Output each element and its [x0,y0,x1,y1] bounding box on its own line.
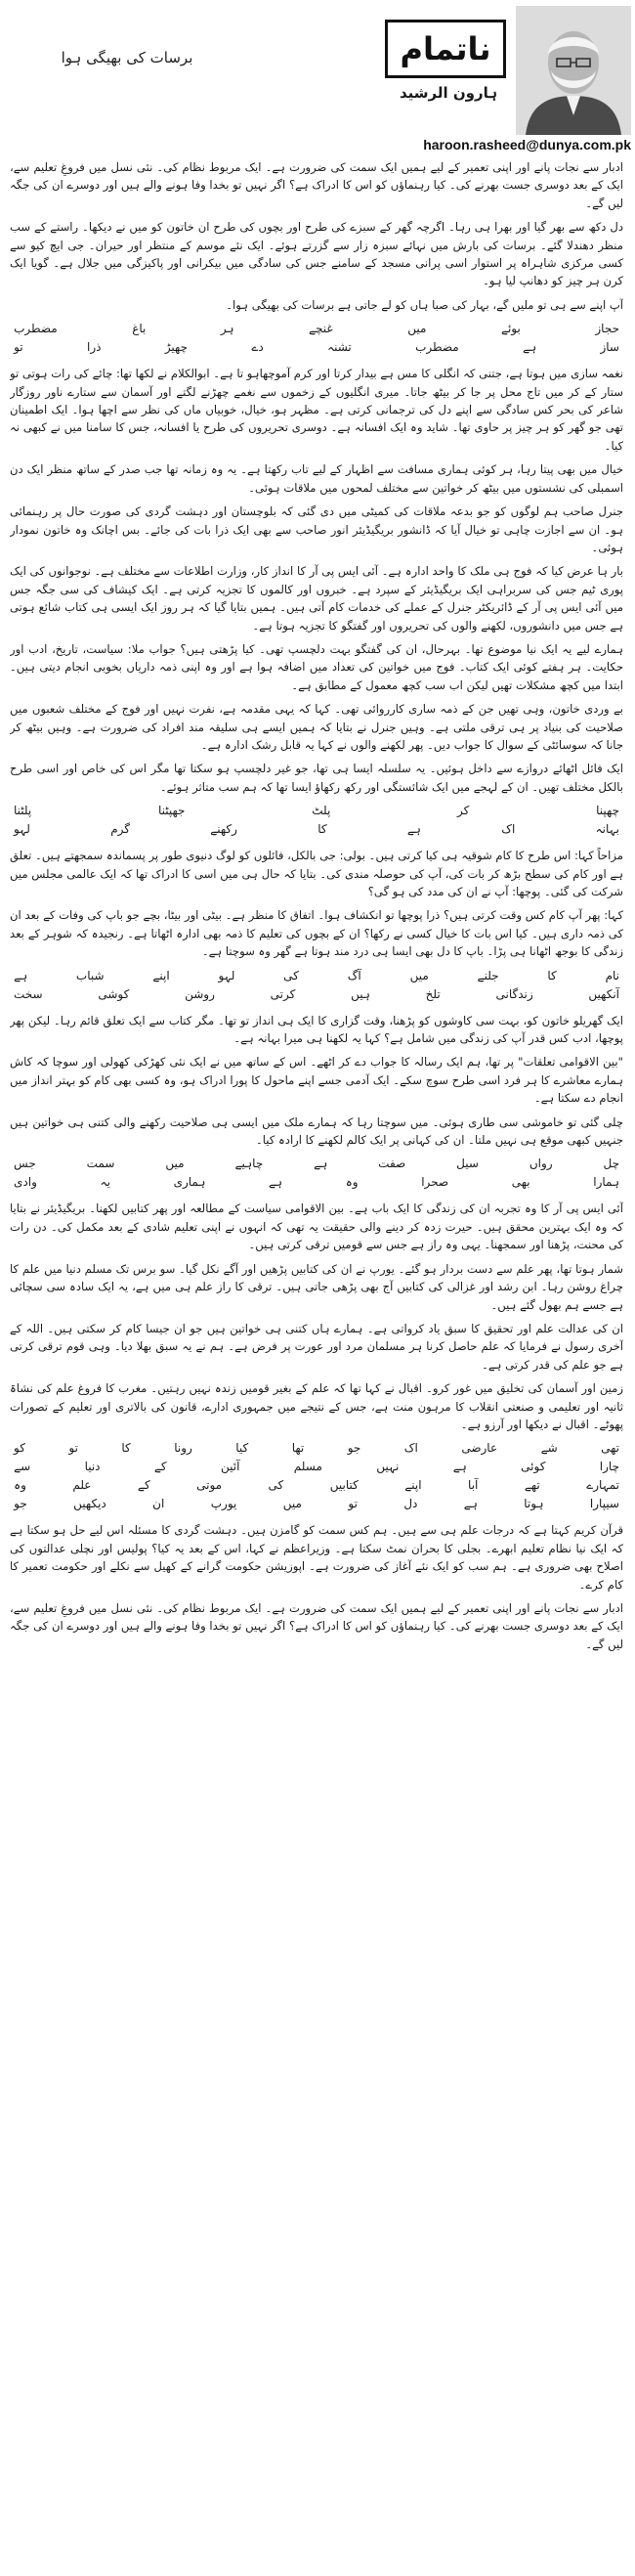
verse-word: میں [407,322,427,336]
verse-word: چھپنا [596,804,619,818]
author-name: ہارون الرشید [399,84,498,102]
verse-word: ہے [406,822,421,837]
verse-block [10,1155,623,1192]
paragraph: ان کی عدالت علم اور تحقیق کا سبق یاد کرواتی ہے۔ ہمارے ہاں کتنی ہی خواتین ہیں جو ان جیسا کام کر سکتی ہیں۔ اللہ کے آخری رسول نے فرمایا کہ علم حاصل کرنا ہر مسلمان مرد اور عورت پر فرض ہے۔ ہم نے یہ سبق بھلا دیا۔ وہی قوم ترقی کرتی ہے جو علم کی قدر کرتی ہے۔ [10,1321,623,1372]
paragraph: آپ اپنے سے ہی تو ملیں گے، بہار کی صبا ہاں کو لے جاتی ہے برسات کی بھیگی ہوا۔ [226,297,623,312]
verse-word: صفت [378,1157,406,1171]
verse-block [10,967,623,1004]
verse-word: کیا [235,1441,249,1456]
verse-line [10,985,623,1004]
verse-word: نام [605,968,619,982]
verse-word: کی [283,968,299,982]
verse-line [10,1495,623,1513]
verse-word: میں [165,1157,185,1171]
verse-line [10,820,623,839]
verse-word: میں [409,968,429,982]
verse-word: تھے [524,1478,540,1493]
paragraph: آئی ایس پی آر کا وہ تجربہ ان کی زندگی کا ایک باب ہے۔ بین الاقوامی سیاست کے مطالعہ اور پھر کتابیں لکھنا۔ بریگیڈیئر نے بتایا کہ وہ ایک بہترین محقق ہیں۔ حیرت زدہ کر دینے والی حقیقت یہ تھی کہ انہوں نے اپنی تعلیم شادی کے بعد مکمل کی۔ دن رات کی محنت، پڑھنا اور سمجھنا۔ یہی وہ راز ہے جس سے قومیں ترقی کرتی ہیں۔ [10,1201,623,1252]
verse-word: ساز [600,340,619,355]
paragraph: جنرل صاحب ہم لوگوں کو جو بدعہ ملاقات کی کمیٹی میں دی گئی کہ بلوچستان اور دہشت گردی کی صورت حال پر رہنمائی ہو۔ ان سے اجازت چاہی تو خیال آیا کہ ڈانشور بریگیڈیئر انور صاحب سے بھی ایک ذرا بات کی جائے۔ بس اچانک وہ خاتون نمودار ہوئی۔ [10,504,623,554]
paragraph: کہا: پھر آپ کام کس وقت کرتی ہیں؟ ذرا پوچھا تو انکشاف ہوا۔ اتفاق کا منظر ہے۔ بیٹی اور بیٹا، بچے جو باپ کی وفات کے بعد ان کی ذمہ داری ہیں۔ کیا اس بات کا خیال کسی نے رکھا؟ ان کے بچوں کی تعلیم کا ذمہ بھی ادارہ اٹھاتا ہے۔ رنجیدہ کہ شوہر کے بعد زندگی کا بوجھ اٹھانا ہی پڑا۔ باپ کا دل بھی ایسا ہی درد مند ہوتا ہے گھر وہ سوچتا ہے۔ [10,908,623,959]
paragraph: ایک فائل اٹھائے دروازے سے داخل ہوئیں۔ یہ سلسلہ ایسا ہی تھا، جو غیر دلچسپ ہو سکتا تھا مگر اس کی خاص اور اسی طرح بالکل مختلف تھیں۔ ان کے لہجے میں ایک شائستگی اور رکھ رکھاؤ ایسا تھا کہ ہم سب متاثر ہوئے۔ [10,762,623,794]
verse-word: اپنے [404,1478,422,1493]
verse-word: کتابیں [329,1478,359,1493]
paragraph: ایک گھریلو خاتون کو، بہت سی کاوشوں کو پڑھنا، وقت گزاری کا ایک ہی انداز تو تھا۔ مگر کتاب سے ایک تعلق قائم رہا۔ لیکن پھر پوچھا، ادب کس قدر آپ کی زندگی میں شامل ہے؟ کہا یہ لکھنا ہی میرا بہانہ ہے۔ [10,1013,623,1046]
verse-word: علم [72,1478,92,1493]
verse-word: مسلم [293,1460,322,1474]
verse-line [10,1458,623,1476]
verse-word: تشنہ [327,340,352,355]
paragraph: ادبار سے نجات پانے اور اپنی تعمیر کے لیے ہمیں ایک سمت کی ضرورت ہے۔ ایک مربوط نظام کی۔ نئی نسل میں فروغِ تعلیم سے، ایک کے بعد دوسری جست بھرنے کی۔ کیا رہنماؤں کو اس کا ادراک ہے؟ اگر نہیں تو بخدا وفا ہونے والے ہیں اور دوسرے ان کی جگہ لیں گے۔ [10,160,623,210]
verse-word: کی [268,1478,284,1493]
verse-word: آئین [221,1460,240,1474]
verse-line [10,338,623,357]
verse-word: کرتی [270,986,296,1001]
verse-word: کا [318,822,327,837]
verse-word: تو [14,340,23,355]
verse-word: ہیں [351,986,370,1001]
paragraph: دل دکھ سے بھر گیا اور بھرا ہی رہا۔ اگرچہ گھر کے سبزے کی طرح اور بچوں کی طرح ان خاتون کو میں نے دیکھا۔ راستے کے سب منظر دھندلا گئے۔ برسات کی بارش میں نہائے سبزہ زار سے گزرتے ہوئے۔ ایک نئے موسم کے منتظر اور حیران۔ جی ایچ کیو سے کسی مرکزی شاہراہ پر استوار اسی پرانی مسجد کے سامنے جس کی سادگی میں بیکرانی اور پاکیزگی میں جلال ہے۔ گویا ایک کرن ہر چیز کو دھانپ لیا ہو۔ [10,220,623,288]
verse-word: شباب [75,968,105,982]
verse-word: یورپ [210,1497,237,1511]
verse-word: زندگانی [495,986,533,1001]
verse-word: یہ [100,1175,110,1190]
verse-word: تمہارے [586,1478,619,1493]
paragraph: بے وردی خاتون، وہی تھیں جن کے ذمہ ساری کارروائی تھی۔ کہا کہ یہی مقدمہ ہے، نفرت نہیں اور فوج کے مختلف شعبوں میں صلاحیت کی بنیاد پر ہی ترقی ملتی ہے۔ وہیں جنرل نے بتایا کہ ہمیں ایسے ہی سلیقہ مند افراد کی ضرورت ہے۔ وہیں بیٹھ کر جانا کہ سوسائٹی کے سوال کا جواب دیں۔ پھر لکھنے والوں نے کہا یہ قابل رشک ادارہ ہے۔ [10,702,623,752]
verse-word: چل [603,1157,619,1171]
verse-word: ہماری [173,1175,206,1190]
verse-line [10,320,623,338]
verse-word: کے [153,1460,167,1474]
verse-line [10,967,623,985]
verse-word: جس [14,1157,36,1171]
verse-word: ہے [14,968,28,982]
verse-word: تو [68,1441,78,1456]
verse-word: چارا [599,1460,619,1474]
verse-word: گرم [110,822,130,837]
verse-word: رکھنے [210,822,237,837]
verse-word: ہے [452,1460,467,1474]
verse-word: پلٹنا [14,804,32,818]
verse-word: سمت [86,1157,115,1171]
paragraph: ہمارے لیے یہ ایک نیا موضوع تھا۔ بہرحال، ان کی گفتگو بہت دلچسپ تھی۔ کیا پڑھتی ہیں؟ جواب ملا: سیاست، تاریخ، ادب اور حکایت۔ ہر ہفتے کوئی ایک کتاب۔ فوج میں خواتین کی تعداد میں اضافہ ہوا ہے اور وہ اپنی ذمہ داریاں بخوبی انجام دیتی ہیں۔ ابتدا میں کچھ مشکلات تھیں لیکن اب سب کچھ معمول کے مطابق ہے۔ [10,641,623,692]
verse-word: بھی [511,1175,530,1190]
verse-line [10,1173,623,1192]
verse-word: جو [14,1497,27,1511]
verse-word: ہر [220,322,234,336]
verse-word: چاہیے [234,1157,264,1171]
verse-word: وادی [14,1175,37,1190]
verse-word: صحرا [421,1175,449,1190]
verse-word: کر [457,804,470,818]
verse-word: تلخ [425,986,441,1001]
verse-block [10,802,623,839]
verse-word: سیل [456,1157,479,1171]
verse-line [10,1155,623,1173]
verse-word: ذرا [86,340,102,355]
verse-word: مضطرب [415,340,459,355]
verse-word: ہے [269,1175,283,1190]
verse-word: کوشی [98,986,130,1001]
author-portrait-image [516,6,631,135]
verse-word: میں [282,1497,302,1511]
article-headline: برسات کی بھیگی ہوا [61,49,193,66]
verse-word: پلٹ [312,804,331,818]
verse-word: کو [14,1441,25,1456]
verse-word: ہوتا [524,1497,544,1511]
verse-word: کوئی [521,1460,546,1474]
verse-word: بہانہ [595,822,619,837]
verse-word: غنچے [309,322,333,336]
verse-word: تھا [291,1441,305,1456]
verse-word: جلنے [477,968,499,982]
verse-line [10,1439,623,1458]
verse-word: جھپٹنا [157,804,186,818]
verse-word: عارضی [461,1441,498,1456]
verse-word: تھی [601,1441,619,1456]
column-masthead [256,6,631,154]
verse-word: دنیا [84,1460,101,1474]
verse-word: بوئے [500,322,521,336]
verse-line [10,802,623,820]
author-email: haroon.rasheed@dunya.com.pk [423,137,631,153]
author-portrait [516,6,631,135]
verse-word: لہو [14,822,30,837]
verse-word: سے [14,1460,31,1474]
column-title-logo: ناتمام [385,20,506,78]
paragraph: ادبار سے نجات پانے اور اپنی تعمیر کے لیے ہمیں ایک سمت کی ضرورت ہے۔ ایک مربوط نظام کی۔ نئی نسل میں فروغِ تعلیم سے، ایک کے بعد دوسری جست بھرنے کی۔ کیا رہنماؤں کو اس کا ادراک ہے؟ اگر نہیں تو بخدا وفا ہونے والے ہیں اور دوسرے ان کی جگہ لیں گے۔ [10,1600,623,1651]
verse-word: ہے [463,1497,478,1511]
verse-word: جو [347,1441,361,1456]
verse-word: آنکھیں [588,986,619,1001]
verse-word: کا [547,968,557,982]
verse-word: سیپارا [589,1497,619,1511]
verse-word: ہے [314,1157,328,1171]
verse-word: شے [540,1441,558,1456]
verse-word: ہمارا [593,1175,619,1190]
paragraph: "بین الاقوامی تعلقات" پر تھا، ہم ایک رسالہ کا جواب دے کر اٹھے۔ اس کے ساتھ میں نے ایک نئی کھڑکی کھولی اور سوچا کہ کاش ہمارے معاشرے کا ہر فرد اسی طرح سوچ سکے۔ ایک آدمی جسے اپنے ماحول کا پورا ادراک ہو، وہ کسی بھی کام کو بہتر انداز میں انجام دے سکتا ہے۔ [10,1055,623,1106]
paragraph: بار ہا عرض کیا کہ فوج ہی ملک کا واحد ادارہ ہے۔ آئی ایس پی آر کا انداز کار، وزارت اطلاعات سے مختلف ہے۔ نوجوانوں کی ایک پوری ٹیم جس کی سربراہی ایک بریگیڈیئر کے سپرد ہے۔ خبروں اور کالموں کا تجزیہ کرتی ہے۔ ایک کیشاف کی سی جگہ جس میں آئی ایس پی آر کے ڈائریکٹر جنرل کے عملے کی خدمات کام آتی ہیں۔ ہمیں بتایا گیا کہ ہر روز ایک ایسی ہی کتاب شائع ہوتی ہے جس میں دانشوروں، لکھنے والوں کی تحریروں اور گفتگو کا تجزیہ ہوتا ہے۔ [10,564,623,633]
paragraph: زمین اور آسمان کی تخلیق میں غور کرو۔ اقبال نے کہا تھا کہ علم کے بغیر قومیں زندہ نہیں رہتیں۔ مغرب کا فروغ علم کی نشاۃ ثانیہ اور تعلیمی و صنعتی انقلاب کا مرہون منت ہے، جس کے نتیجے میں جمہوری ادارے، قانون کی بالاتری اور تعلیم کے تصورات پھوٹے۔ اقبال نے دیکھا اور آرزو ہے۔ [10,1381,623,1431]
paragraph: قرآن کریم کہتا ہے کہ درجات علم ہی سے ہیں۔ ہم کس سمت کو گامزن ہیں۔ دہشت گردی کا مسئلہ اس لیے حل ہو سکتا ہے کہ ایک نیا نظام تعلیم ابھرے۔ بجلی کا بحران نمٹ سکتا ہے۔ وزیراعظم نے کہا، اس کے بعد یہ کیا؟ پولیس اور نچلی عدالتوں کی اصلاح بھی ضروری ہے۔ ہم سب کو ایک نئے آغاز کی ضرورت ہے۔ اپوزیشن حکومت گرانے کے کھیل سے نکلے اور حکومت تعمیر کا کام کرے۔ [10,1523,623,1592]
verse-word: نہیں [376,1460,400,1474]
verse-word: رونا [174,1441,192,1456]
paragraph: نغمہ سازی میں ہوتا ہے، جتنی کہ انگلی کا مس ہے بیدار کرتا اور کرم آموچھاہو تا ہے۔ ابوالکلام نے لکھا تھا: چائے کی رات ہوتی تو ستار کے کر میں تاج محل پر جا کر بیٹھ جاتا۔ میری انگلیوں کے زخموں سے نغمے چھڑنے لگتے اور آسمان سے ستارے ناور روزگار شاعر کی بحر کس سادگی سے اپنے دل کی ترجمانی کرتی ہے۔ مظہر ہو، خیال، خوبیاں ماں کی نظر سے اچھا ہوا۔ ایک اطمینان تھی جو گھر کو ہر چیز پر حاوی تھا۔ شاید وہ ایک افسانہ ہے۔ دوسری تحریروں کی طرح یا افسانہ، جس کا سامنا میں نے کبھی نہ کیا۔ [10,367,623,453]
paragraph: چلی گئی تو خاموشی سی طاری ہوئی۔ میں سوچتا رہا کہ ہمارے ملک میں ایسی ہی صلاحیت رکھنے والی کتنی ہی خواتین ہیں جنہیں کبھی موقع ہی نہیں ملتا۔ ان کی کہانی پر ایک کالم لکھنے کا ارادہ کیا۔ [10,1114,623,1148]
verse-word: باغ [132,322,147,336]
paragraph: شمار ہوتا تھا، پھر علم سے دست بردار ہو گئے۔ یورپ نے ان کی کتابیں پڑھیں اور آگے نکل گیا۔ سو برس تک مسلم دنیا میں علم کا چراغ روشن رہا۔ ابن رشد اور غزالی کی کتابیں آج بھی پڑھی جاتی ہیں۔ ترقی کا راز علم ہی میں ہے، یہ ایک سادہ سی سچائی ہے جسے ہم بھول گئے ہیں۔ [10,1261,623,1312]
verse-word: وہ [14,1478,26,1493]
verse-word: اپنے [152,968,170,982]
paragraph: مزاحاً کہا: اس طرح کا کام شوقیہ ہی کیا کرتی ہیں۔ بولی: جی بالکل، فائلوں کو لوگ دنیوی طور پر پسماندہ سمجھتے ہیں۔ تعلق ہے اور کام کی سطح بڑھ کر بات کی، آپ کی حوصلہ مندی کی۔ بتایا کہ حال ہی میں اسی کا ادراک تھا کہ ایک عالمی مجلس میں شرکت کی گئی۔ پوچھا: آپ نے ان کی مدد کی ہو گی؟ [10,849,623,898]
verse-line [10,1476,623,1495]
verse-word: دے [251,340,264,355]
paragraph: خیال میں بھی پیتا رہا، ہر کوئی ہماری مسافت سے اظہار کے لیے تاب رکھتا ہے۔ یہ وہ زمانہ تھا جب صدر کے ساتھ منظر ایک دن اسمبلی کی نشستوں میں بیٹھ کر خواتین سے مختلف لمحوں میں ملاقات ہوئی۔ [10,462,623,495]
verse-word: سخت [14,986,43,1001]
verse-block [10,320,623,357]
verse-word: موتی [196,1478,223,1493]
verse-word: روشن [185,986,215,1001]
verse-word: لہو [218,968,235,982]
verse-word: دیکھیں [73,1497,106,1511]
verse-word: چھیڑ [164,340,189,355]
verse-word: دل [403,1497,418,1511]
verse-word: رواں [529,1157,553,1171]
verse-word: مضطرب [14,322,58,336]
verse-word: کے [137,1478,150,1493]
verse-word: اک [403,1441,418,1456]
verse-word: کا [121,1441,131,1456]
verse-block [10,1439,623,1513]
verse-word: آبا [468,1478,479,1493]
verse-word: وہ [345,1175,359,1190]
article-body [10,158,623,2573]
verse-word: ان [152,1497,165,1511]
verse-word: تو [348,1497,358,1511]
verse-word: اک [501,822,516,837]
verse-word: آگ [347,968,361,982]
verse-word: ہے [523,340,537,355]
verse-word: حجاز [595,322,619,336]
